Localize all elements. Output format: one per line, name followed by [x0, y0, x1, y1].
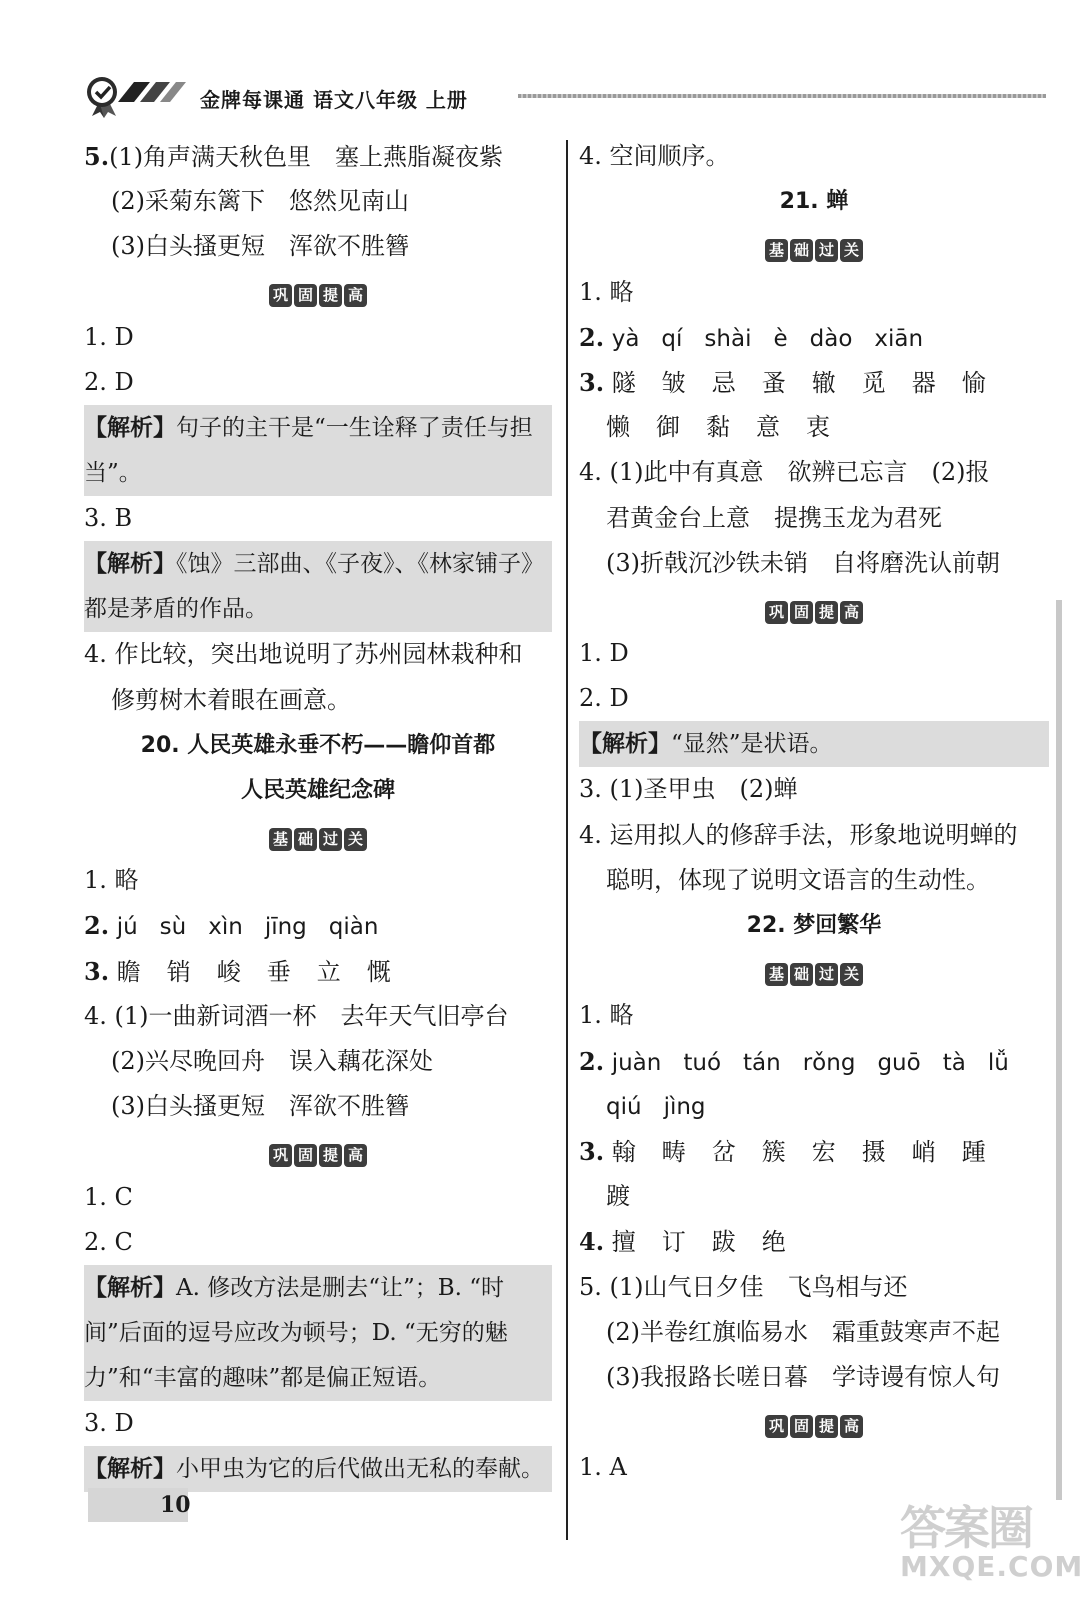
answer-line: 修剪树木着眼在画意。	[111, 685, 351, 714]
answer-line: 5.(1)角声满天秋色里 塞上燕脂凝夜紫	[84, 142, 504, 171]
answer-line: (2)半卷红旗临易水 霜重鼓寒声不起	[606, 1317, 1000, 1346]
answer-line: 聪明，体现了说明文语言的生动性。	[606, 865, 990, 894]
watermark-text: 答案圈	[900, 1501, 1032, 1555]
answer-line: 3. (1)圣甲虫 (2)蝉	[579, 775, 798, 804]
medal-logo-icon	[78, 74, 188, 118]
answer-line: 2. D	[579, 684, 629, 713]
answer-line: 4. 空间顺序。	[579, 142, 730, 170]
scan-edge	[1056, 600, 1062, 1500]
answer-line: (2)兴尽晚回舟 误入藕花深处	[111, 1047, 433, 1075]
characters-line: 懒 御 黏 意 衷	[606, 413, 830, 442]
answer-line: (3)我报路长嗟日暮 学诗谩有惊人句	[606, 1362, 1000, 1391]
answer-line: 1. D	[84, 322, 134, 351]
watermark-url: MXQE.COM	[900, 1550, 1084, 1583]
pinyin-line: 2. juàn tuó tán rǒng guō tà lǚ	[579, 1046, 1009, 1076]
answer-line: (2)采菊东篱下 悠然见南山	[111, 187, 409, 216]
page-header	[78, 74, 1056, 124]
answer-line: (3)白头搔更短 浑欲不胜簪	[111, 1092, 409, 1121]
pinyin-line: 2. jú sù xìn jīng qiàn	[84, 911, 379, 941]
column-divider	[566, 140, 568, 1540]
answer-line: 1. C	[84, 1182, 133, 1211]
analysis-note: 【解析】“显然”是状语。	[579, 721, 1049, 767]
answer-line: 4. 运用拟人的修辞手法，形象地说明蝉的	[579, 820, 1018, 849]
section-badge-basics: 基 础 过 关	[579, 948, 1049, 993]
answer-line: 5. (1)山气日夕佳 飞鸟相与还	[579, 1272, 908, 1301]
section-badge-basics: 基 础 过 关	[84, 813, 552, 858]
answer-line: 3. B	[84, 504, 133, 533]
characters-line: 3. 瞻 销 峻 垂 立 慨	[84, 956, 391, 986]
characters-line: 4. 擅 订 跋 绝	[579, 1227, 786, 1257]
lesson-title: 人民英雄纪念碑	[240, 777, 395, 803]
answer-line: (3)白头搔更短 浑欲不胜簪	[111, 232, 409, 261]
header-rule	[518, 94, 1046, 98]
pinyin-line: 2. yà qí shài è dào xiān	[579, 322, 924, 352]
answer-line: 1. A	[579, 1453, 627, 1482]
answer-line: (3)折戟沉沙铁未销 自将磨洗认前朝	[606, 548, 1000, 577]
analysis-note: 【解析】A. 修改方法是删去“让”；B. “时间”后面的逗号应改为顿号；D. “无穷的魅力”和“丰富的趣味”都是偏正短语。	[84, 1265, 552, 1401]
characters-line: 3. 隧 皱 忌 蚤 辙 觅 器 愉	[579, 367, 986, 397]
answer-line: 1. 略	[579, 1001, 634, 1030]
analysis-note: 【解析】句子的主干是“一生诠释了责任与担当”。	[84, 405, 552, 496]
answer-line: 1. 略	[84, 866, 139, 895]
answer-line: 2. D	[84, 367, 134, 396]
section-badge-consolidate: 巩 固 提 高	[579, 1400, 1049, 1445]
pinyin-line: qiú jìng	[606, 1093, 706, 1120]
answer-line: 3. D	[84, 1408, 134, 1437]
answer-line: 1. D	[579, 639, 629, 668]
lesson-title: 21. 蝉	[779, 189, 849, 215]
answer-line: 4. (1)一曲新词酒一杯 去年天气旧亭台	[84, 1001, 509, 1030]
watermark-logo	[900, 1492, 1084, 1592]
analysis-note: 【解析】小甲虫为它的后代做出无私的奉献。	[84, 1446, 552, 1492]
section-badge-consolidate: 巩 固 提 高	[579, 586, 1049, 631]
lesson-title: 20. 人民英雄永垂不朽——瞻仰首都	[140, 732, 496, 758]
characters-line: 3. 翰 畴 岔 簇 宏 摄 峭 踵	[579, 1136, 986, 1166]
answer-line: 4. (1)此中有真意 欲辨已忘言 (2)报	[579, 458, 990, 487]
answer-line: 1. 略	[579, 277, 634, 306]
answer-line: 君黄金台上意 提携玉龙为君死	[606, 503, 942, 532]
analysis-note: 【解析】《蚀》三部曲、《子夜》、《林家铺子》都是茅盾的作品。	[84, 541, 552, 632]
answer-line: 4. 作比较，突出地说明了苏州园林栽种和	[84, 640, 523, 669]
section-badge-consolidate: 巩 固 提 高	[84, 270, 552, 315]
left-column	[84, 134, 552, 1492]
section-badge-basics: 基 础 过 关	[579, 224, 1049, 269]
lesson-title: 22. 梦回繁华	[746, 913, 882, 938]
section-badge-consolidate: 巩 固 提 高	[84, 1129, 552, 1174]
page-number: 10	[160, 1492, 191, 1518]
book-title: 金牌每课通 语文八年级 上册	[200, 88, 468, 112]
right-column	[579, 134, 1049, 1490]
characters-line: 踱	[606, 1182, 630, 1211]
answer-line: 2. C	[84, 1227, 133, 1256]
